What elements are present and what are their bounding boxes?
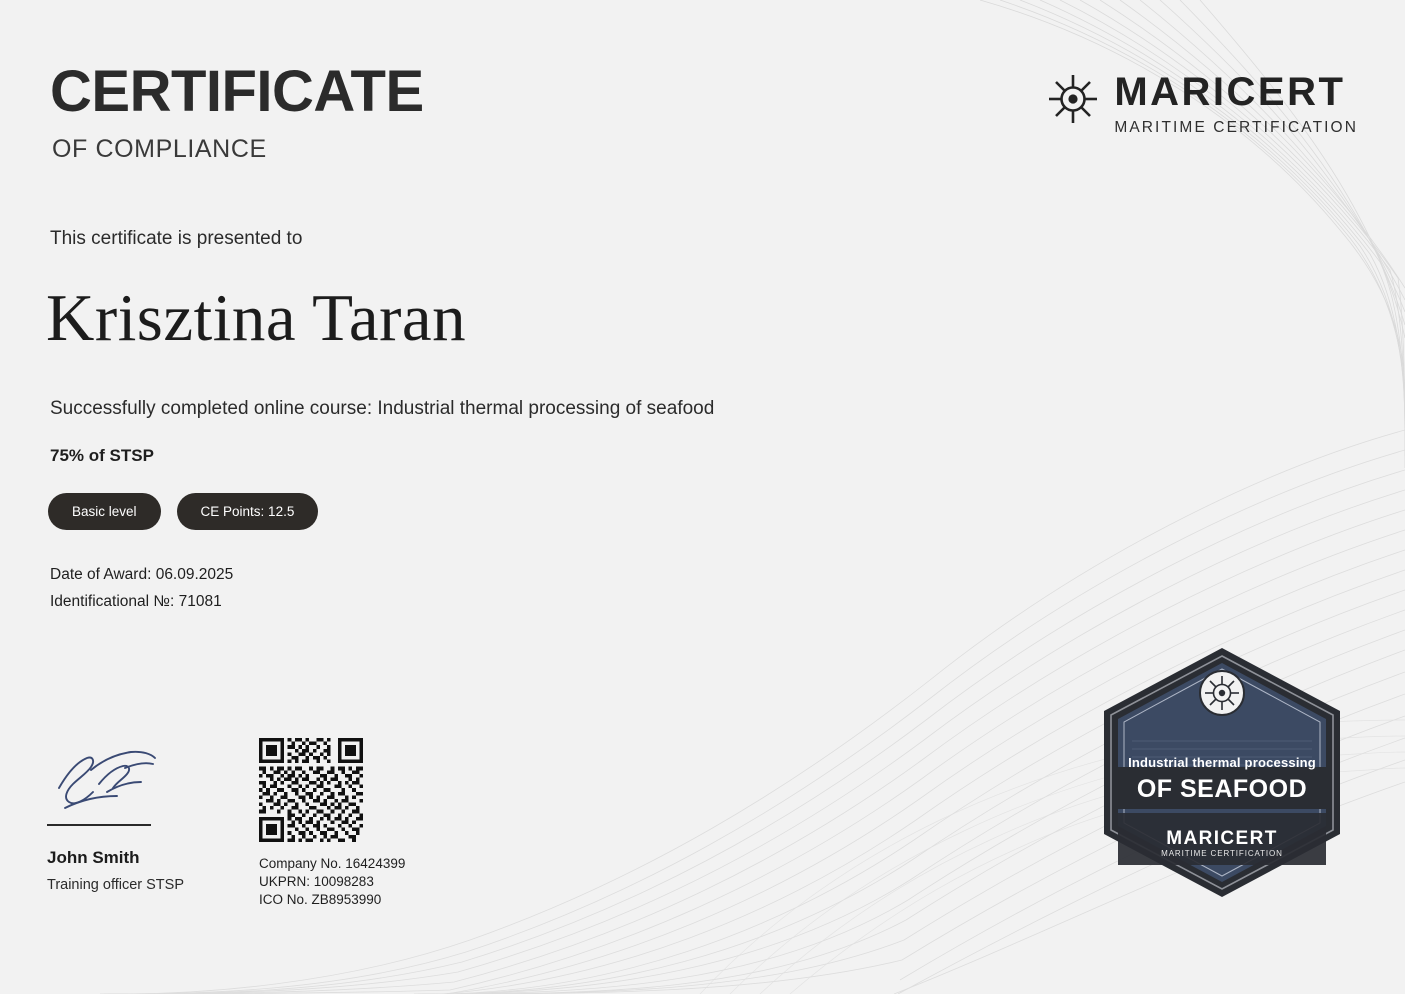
company-registration-info — [259, 855, 405, 910]
badge-brand-name: MARICERT — [1166, 828, 1278, 849]
brand-logo — [1046, 72, 1358, 137]
brand-tagline: MARITIME CERTIFICATION — [1114, 119, 1358, 136]
signature-rule — [47, 824, 151, 826]
ukprn-number: UKPRN: 10098283 — [259, 874, 374, 890]
course-description: Successfully completed online course: Industrial thermal processing of seafood — [50, 398, 715, 419]
badge-main-text: OF SEAFOOD — [1136, 775, 1308, 803]
ships-wheel-icon — [1046, 72, 1100, 131]
score-text: 75% of STSP — [50, 446, 154, 465]
brand-name: MARICERT — [1114, 70, 1346, 114]
badge-course-text: Industrial thermal processing — [1128, 755, 1316, 770]
badge-brand-tagline: MARITIME CERTIFICATION — [1161, 849, 1283, 858]
presented-to-label: This certificate is presented to — [50, 228, 303, 249]
identification-number: Identificational №: 71081 — [50, 593, 222, 611]
signatory-role: Training officer STSP — [47, 877, 184, 893]
handwritten-signature-icon — [47, 740, 167, 820]
status-badge-level: Basic level — [48, 493, 161, 530]
qr-code-icon[interactable] — [259, 738, 363, 842]
course-seal-badge — [1098, 645, 1346, 900]
signature-block — [47, 740, 217, 893]
signatory-name: John Smith — [47, 848, 140, 867]
recipient-name: Krisztina Taran — [46, 281, 467, 355]
status-badge-ce-points: CE Points: 12.5 — [177, 493, 319, 530]
company-number: Company No. 16424399 — [259, 856, 406, 871]
certificate-header — [50, 59, 424, 164]
page-subtitle: OF COMPLIANCE — [52, 134, 267, 163]
ico-number: ICO No. ZB8953990 — [259, 892, 382, 908]
date-of-award: Date of Award: 06.09.2025 — [50, 566, 234, 583]
badge-pill-group — [48, 493, 318, 530]
certificate-metadata — [50, 561, 233, 615]
page-title: CERTIFICATE — [50, 59, 424, 124]
